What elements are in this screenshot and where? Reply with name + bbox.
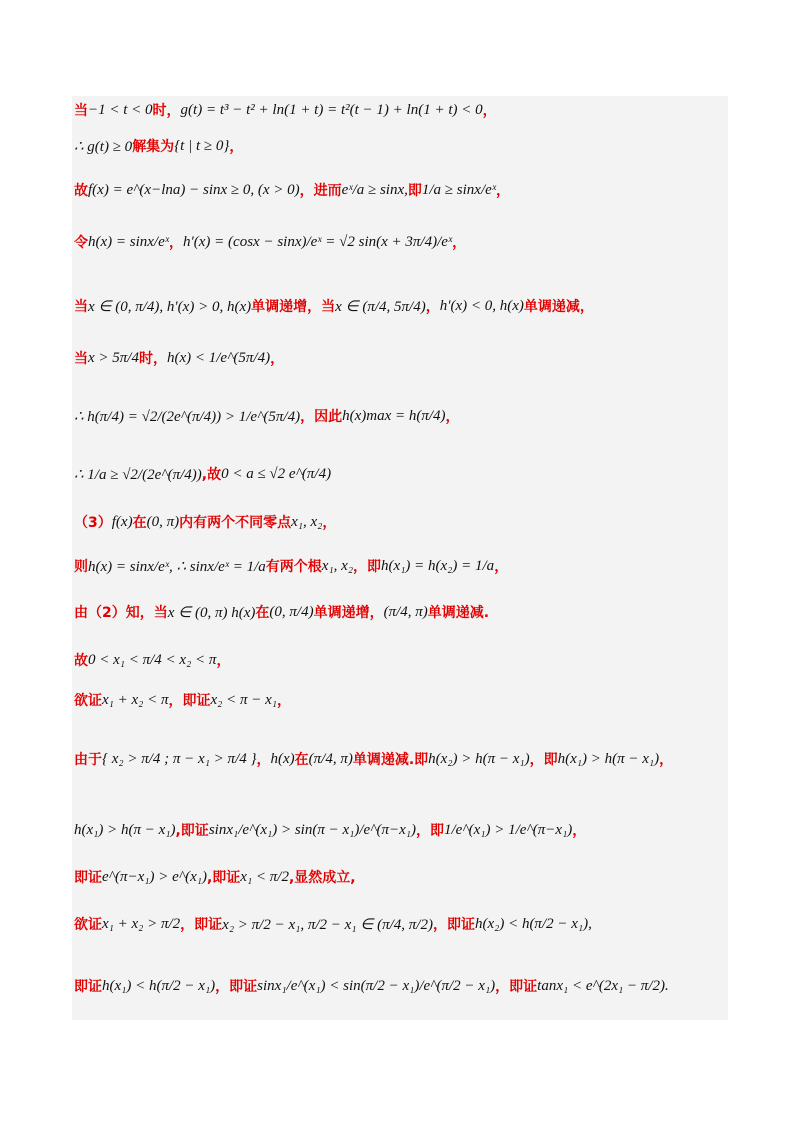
math-segment: 0 < x₁ < π/4 < x₂ < π — [88, 651, 217, 668]
math-segment: f(x) = e^(x−lna) − sinx ≥ 0, (x > 0) — [88, 181, 300, 198]
solution-line-13 — [74, 688, 291, 712]
math-segment: h(x₁) > h(π − x₁) — [74, 821, 176, 838]
math-segment: x ∈ (0, π) h(x) — [167, 604, 256, 621]
text-segment: ,显然成立, — [288, 870, 356, 886]
text-segment: 即证 — [74, 870, 102, 886]
math-segment: h(x₂) < h(π/2 − x₁) — [474, 915, 589, 932]
text-segment: 单调递减， — [523, 299, 594, 315]
text-segment: ，即证 — [215, 979, 258, 995]
solution-line-1 — [74, 98, 497, 122]
text-segment: （3） — [74, 515, 112, 531]
math-segment: {t | t ≥ 0} — [174, 137, 230, 154]
math-segment: x₁, x₂ — [291, 513, 323, 530]
math-segment: 1/e^(x₁) > 1/e^(π−x₁) — [444, 821, 573, 838]
text-segment: 故 — [74, 653, 88, 669]
text-segment: ， — [322, 515, 337, 531]
text-segment: ， — [445, 409, 460, 425]
text-segment: ， — [482, 103, 497, 119]
text-segment: ， — [425, 299, 440, 315]
math-segment: (0, π) — [146, 513, 180, 530]
math-segment: (0, π/4) — [269, 603, 314, 620]
math-segment: eˣ/a ≥ sinx, — [341, 181, 408, 198]
math-segment: h(x₂) > h(π − x₁) — [428, 750, 530, 767]
math-segment: tanx₁ < e^(2x₁ − π/2) — [537, 977, 665, 994]
math-segment: f(x) — [111, 513, 133, 530]
solution-line-17 — [74, 906, 592, 942]
text-segment: 解集为 — [132, 139, 175, 155]
text-segment: 单调递减. — [427, 605, 490, 621]
text-segment: ， — [169, 235, 183, 251]
text-segment: 当 — [74, 351, 88, 367]
text-segment: 当 — [74, 103, 88, 119]
text-segment: ，即证 — [180, 917, 223, 933]
text-segment: ， — [277, 693, 292, 709]
text-segment: 在 — [294, 752, 309, 768]
text-segment: ，即 — [353, 559, 382, 575]
solution-line-6 — [74, 340, 284, 376]
solution-line-16 — [74, 862, 356, 892]
math-segment: 0 < a ≤ √2 e^(π/4) — [221, 465, 332, 482]
text-segment: ， — [494, 559, 509, 575]
text-segment: 当 — [74, 299, 88, 315]
text-segment: 单调递减.即 — [352, 752, 429, 768]
math-segment: , — [588, 915, 592, 932]
text-segment: ,即证 — [175, 823, 209, 839]
text-segment: ， — [270, 351, 285, 367]
math-segment: sinx₁/e^(x₁) > sin(π − x₁)/e^(π−x₁) — [208, 821, 416, 838]
text-segment: ,即证 — [206, 870, 241, 886]
solution-line-7 — [74, 398, 460, 434]
text-segment: ， — [216, 653, 231, 669]
text-segment: 欲证 — [74, 693, 102, 709]
solution-line-15 — [74, 812, 586, 848]
text-segment: ，即 — [416, 823, 444, 839]
math-segment: e^(π−x₁) > e^(x₁) — [102, 868, 207, 885]
math-segment: x₂ < π − x₁ — [210, 691, 278, 708]
math-segment: g(t) = t³ − t² + ln(1 + t) = t²(t − 1) + ln(1 + t) < 0 — [180, 101, 483, 118]
math-segment: h(x) < 1/e^(5π/4) — [166, 349, 271, 366]
text-segment: 即证 — [74, 979, 102, 995]
solution-line-14 — [74, 726, 673, 792]
math-segment: x₂ > π/2 − x₁, π/2 − x₁ ∈ (π/4, π/2) — [222, 916, 433, 933]
math-segment: sinx₁/e^(x₁) < sin(π/2 − x₁)/e^(π/2 − x₁) — [257, 977, 496, 994]
math-segment: h(x₁) = h(x₂) = 1/a — [381, 557, 495, 574]
text-segment: ，因此 — [300, 409, 343, 425]
math-segment: x₁ + x₂ < π — [102, 691, 169, 708]
text-segment: ，进而 — [299, 183, 342, 199]
math-segment: h′(x) < 0, h(x) — [439, 297, 524, 314]
math-segment: h′(x) = (cosx − sinx)/eˣ = √2 sin(x + 3π/4)/eˣ — [183, 233, 453, 250]
math-segment: ∴ g(t) ≥ 0 — [74, 138, 133, 155]
math-segment: ∴ 1/a ≥ √2/(2e^(π/4)) — [74, 466, 202, 483]
text-segment: 时， — [152, 103, 181, 119]
math-segment: x ∈ (0, π/4), h′(x) > 0, h(x) — [88, 298, 252, 315]
text-segment: ， — [452, 235, 467, 251]
math-segment: { x₂ > π/4 ; π − x₁ > π/4 } — [102, 750, 257, 767]
text-segment: ，即证 — [495, 979, 538, 995]
math-segment: . — [665, 977, 669, 994]
text-segment: ， — [229, 139, 244, 155]
math-segment: x₁ < π/2 — [240, 868, 289, 885]
text-segment: 时， — [138, 351, 167, 367]
solution-line-3 — [74, 172, 510, 208]
text-segment: ,故 — [201, 467, 222, 483]
solution-line-4 — [74, 222, 466, 262]
solution-line-9 — [74, 510, 336, 534]
text-segment: ，即证 — [432, 917, 475, 933]
math-segment: (π/4, π) — [383, 603, 428, 620]
solution-line-18 — [74, 962, 669, 1010]
text-segment: 内有两个不同零点 — [179, 515, 292, 531]
text-segment: 在 — [132, 515, 147, 531]
solution-line-11 — [74, 594, 489, 630]
text-segment: 故 — [74, 183, 88, 199]
math-segment: h(x) = sinx/eˣ — [88, 233, 169, 250]
text-segment: ， — [659, 752, 674, 768]
math-segment: x > 5π/4 — [88, 349, 139, 366]
math-segment: −1 < t < 0 — [88, 101, 153, 118]
math-segment: 1/a ≥ sinx/eˣ — [421, 181, 496, 198]
text-segment: ， — [496, 183, 510, 199]
text-segment: ，即 — [529, 752, 558, 768]
solution-line-8 — [74, 456, 331, 492]
math-segment: (π/4, π) — [308, 750, 353, 767]
solution-line-5 — [74, 288, 594, 324]
math-segment: x₁, x₂ — [321, 557, 354, 574]
math-segment: h(x) = sinx/eˣ, ∴ sinx/eˣ = 1/a — [88, 558, 266, 575]
text-segment: 欲证 — [74, 917, 102, 933]
text-segment: 单调递增， — [313, 605, 384, 621]
math-segment: h(x)max = h(π/4) — [342, 407, 446, 424]
solution-line-12 — [74, 644, 230, 676]
solution-line-2 — [74, 134, 243, 158]
math-segment: h(x₁) > h(π − x₁) — [557, 750, 660, 767]
text-segment: ， — [256, 752, 271, 768]
text-segment: 则 — [74, 559, 88, 575]
text-segment: ， — [572, 823, 587, 839]
text-segment: 在 — [255, 605, 270, 621]
text-segment: 由于 — [74, 752, 102, 768]
text-segment: ，即证 — [168, 693, 211, 709]
solution-line-10 — [74, 548, 508, 584]
text-segment: 有两个根 — [265, 559, 322, 575]
text-segment: 由（2）知，当 — [74, 605, 168, 621]
math-segment: h(x₁) < h(π/2 − x₁) — [102, 977, 216, 994]
math-segment: ∴ h(π/4) = √2/(2e^(π/4)) > 1/e^(5π/4) — [74, 408, 301, 425]
text-segment: 单调递增，当 — [251, 299, 336, 315]
math-segment: x₁ + x₂ > π/2 — [102, 915, 181, 932]
text-segment: 令 — [74, 235, 88, 251]
math-segment: x ∈ (π/4, 5π/4) — [335, 298, 426, 315]
math-segment: h(x) — [270, 750, 295, 767]
text-segment: 即 — [407, 183, 422, 199]
